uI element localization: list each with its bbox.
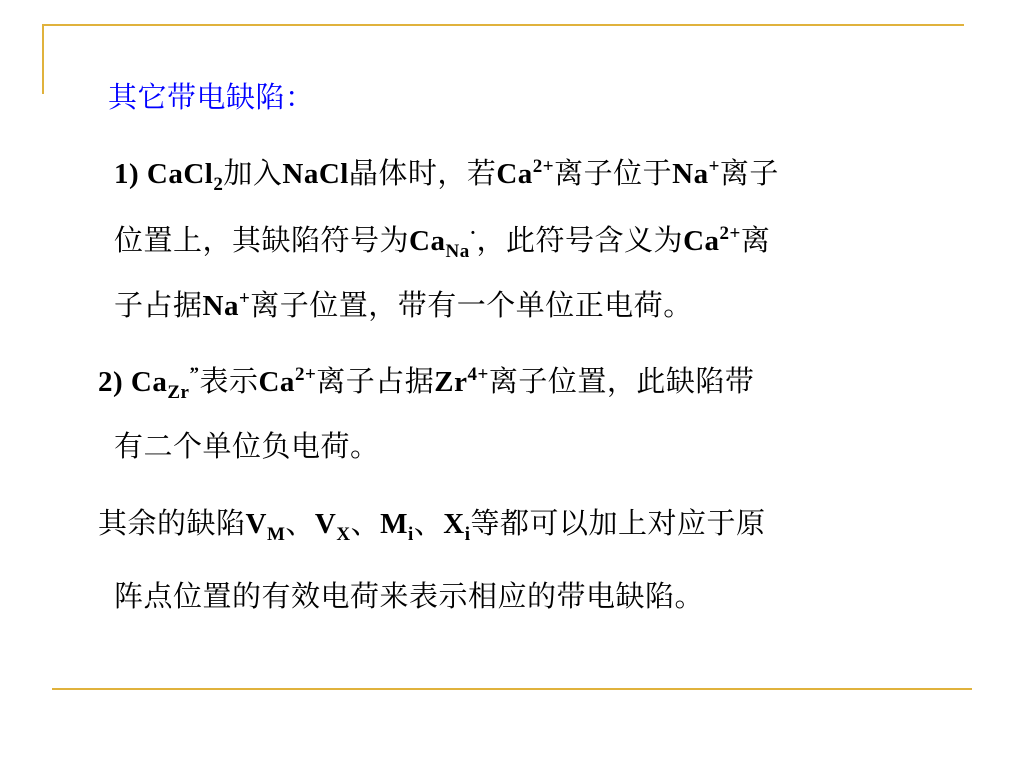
p1-line2-ca2: Ca: [683, 225, 720, 257]
p1-line2-ca: Ca: [409, 225, 446, 257]
p3-line1: [98, 505, 766, 545]
p1-line3-t1: 子占据: [114, 288, 203, 322]
p2-t3: 离子位置，此缺陷带: [488, 364, 755, 398]
p3-m: M: [380, 508, 408, 540]
p1-prefix: 1) CaCl: [114, 158, 214, 190]
p1-sub-2: 2: [213, 174, 224, 195]
p1-na-charge: +: [708, 156, 720, 177]
p3-line2: 阵点位置的有效电荷来表示相应的带电缺陷。: [114, 579, 705, 613]
p1-t2: 晶体时，若: [348, 156, 497, 190]
p1-t1: 加入: [223, 156, 283, 190]
p1-line2-t1: 位置上，其缺陷符号为: [114, 223, 410, 257]
bottom-rule: [52, 688, 972, 690]
p2-ca-charge: 2+: [294, 364, 317, 385]
p2-ca: Ca: [258, 366, 295, 398]
p1-line2-t2: ，此符号含义为: [476, 223, 684, 257]
p3-v2: V: [314, 508, 337, 540]
p2-mark: ”: [189, 364, 200, 385]
p2-zr-charge: 4+: [467, 364, 489, 385]
p2-t1: 表示: [199, 364, 259, 398]
p2-zr: Zr: [434, 366, 468, 398]
p3-m-sub: i: [408, 524, 414, 545]
p1-na: Na: [672, 158, 709, 190]
p1-line2-t3: 离: [740, 223, 771, 257]
p1-t3: 离子位于: [554, 156, 673, 190]
p3-sep2: 、: [350, 506, 381, 540]
p2-sub-zr: Zr: [167, 382, 190, 403]
p3-sep1: 、: [285, 506, 315, 540]
p1-line2-sub: Na: [445, 241, 470, 262]
p3-t1: 其余的缺陷: [98, 506, 246, 540]
p3-v1: V: [245, 508, 267, 540]
slide-title: 其它带电缺陷：: [108, 80, 315, 114]
p1-line1: [114, 155, 779, 195]
p1-ca: Ca: [496, 158, 533, 190]
p1-nacl: NaCl: [282, 158, 349, 190]
p1-line3: [114, 287, 693, 324]
p1-line3-na: Na: [202, 290, 239, 322]
p2-line2: 有二个单位负电荷。: [114, 429, 380, 463]
p1-line2-dot: ·: [469, 223, 477, 244]
p3-v2-sub: X: [336, 524, 351, 545]
p1-line2-charge: 2+: [719, 223, 741, 244]
p3-t2: 等都可以加上对应于原: [470, 506, 766, 540]
p1-t4: 离子: [719, 156, 779, 190]
p3-x-sub: i: [464, 524, 471, 545]
p1-ca-charge: 2+: [532, 156, 555, 177]
left-rule: [42, 24, 44, 94]
p3-sep3: 、: [413, 506, 444, 540]
p2-t2: 离子占据: [316, 364, 435, 398]
p1-line3-t2: 离子位置，带有一个单位正电荷。: [250, 288, 693, 322]
p3-v1-sub: M: [266, 524, 286, 545]
p2-prefix: 2) Ca: [98, 366, 168, 398]
p3-x: X: [443, 508, 465, 540]
p2-line1: [98, 363, 755, 403]
p1-line2: [114, 222, 771, 262]
p1-line3-charge: +: [238, 288, 251, 309]
top-rule: [42, 24, 964, 26]
